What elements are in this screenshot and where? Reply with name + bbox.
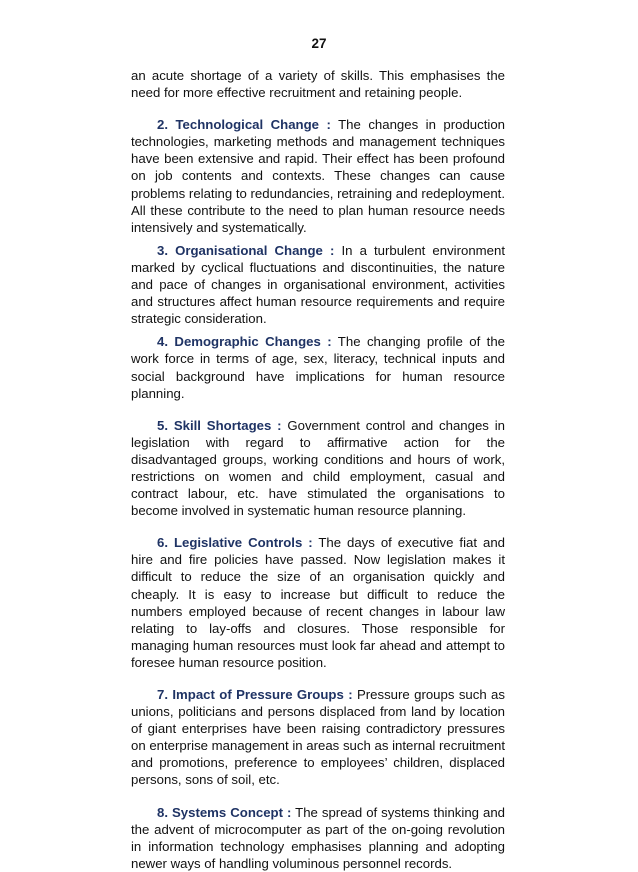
paragraph-heading: 7. Impact of Pressure Groups : (157, 687, 353, 702)
paragraph-technological-change (131, 116, 505, 236)
paragraph-heading: 8. Systems Concept : (157, 804, 292, 820)
paragraph-continuation (131, 67, 505, 101)
paragraph-skill-shortages (131, 417, 505, 520)
page-number: 27 (311, 36, 327, 51)
paragraph-systems-concept (131, 804, 505, 872)
paragraph-heading: 5. Skill Shortages : (157, 417, 282, 433)
paragraph-text: The days of executive fiat and hire and fire policies have passed. Now legislation makes it difficult to reduce the size of an organisation quickly and cheaply. It is easy to increase but difficult to reduce the numbers employed because of recent changes in labour law relating to lay-offs and closures. Those responsible for managing human resources must look far ahead and attempt to foresee human resource position. (131, 535, 505, 670)
paragraph-heading: 4. Demographic Changes : (157, 334, 332, 350)
paragraph-text: Pressure groups such as unions, politicians and persons displaced from land by location of giant enterprises have been raising contradictory pressures on enterprise management in areas such as internal recruitment and promotions, preference to employees’ children, displaced persons, sons of soil, etc. (131, 687, 505, 788)
paragraph-text: The changing profile of the work force in terms of age, sex, literacy, technical inputs and social background have implications for human resource planning. (131, 334, 505, 401)
paragraph-text: The changes in production technologies, marketing methods and management techniques have been extensive and rapid. Their effect has been profound on job contents and contexts. These changes can cause problems relating to redundancies, retraining and redeployment. All these contribute to the need to plan human resource needs intensively and systematically. (131, 117, 505, 235)
paragraph-organisational-change (131, 242, 505, 327)
paragraph-heading: 6. Legislative Controls : (157, 535, 313, 551)
paragraph-legislative-controls (131, 534, 505, 671)
body-text (131, 67, 505, 872)
paragraph-heading: 2. Technological Change : (157, 117, 331, 133)
paragraph-text: The spread of systems thinking and the advent of microcomputer as part of the on-going revolution in information technology emphasises planning and adopting newer ways of handling voluminous personnel records. (131, 804, 505, 871)
paragraph-text: an acute shortage of a variety of skills. This emphasises the need for more effective recruitment and retaining people. (131, 68, 505, 101)
paragraph-text: Government control and changes in legislation with regard to affirmative action for the disadvantaged groups, working conditions and hours of work, restrictions on women and child employment, casual and contract labour, etc. have stimulated the organisations to become involved in systematic human resource planning. (131, 417, 506, 519)
paragraph-pressure-groups (131, 686, 505, 789)
paragraph-heading: 3. Organisational Change : (157, 242, 335, 258)
paragraph-demographic-changes (131, 333, 505, 401)
paragraph-text: In a turbulent environment marked by cyclical fluctuations and discontinuities, the nature and pace of changes in organisational environment, activities and structures affect human resource requirements and require strategic consideration. (131, 242, 505, 327)
